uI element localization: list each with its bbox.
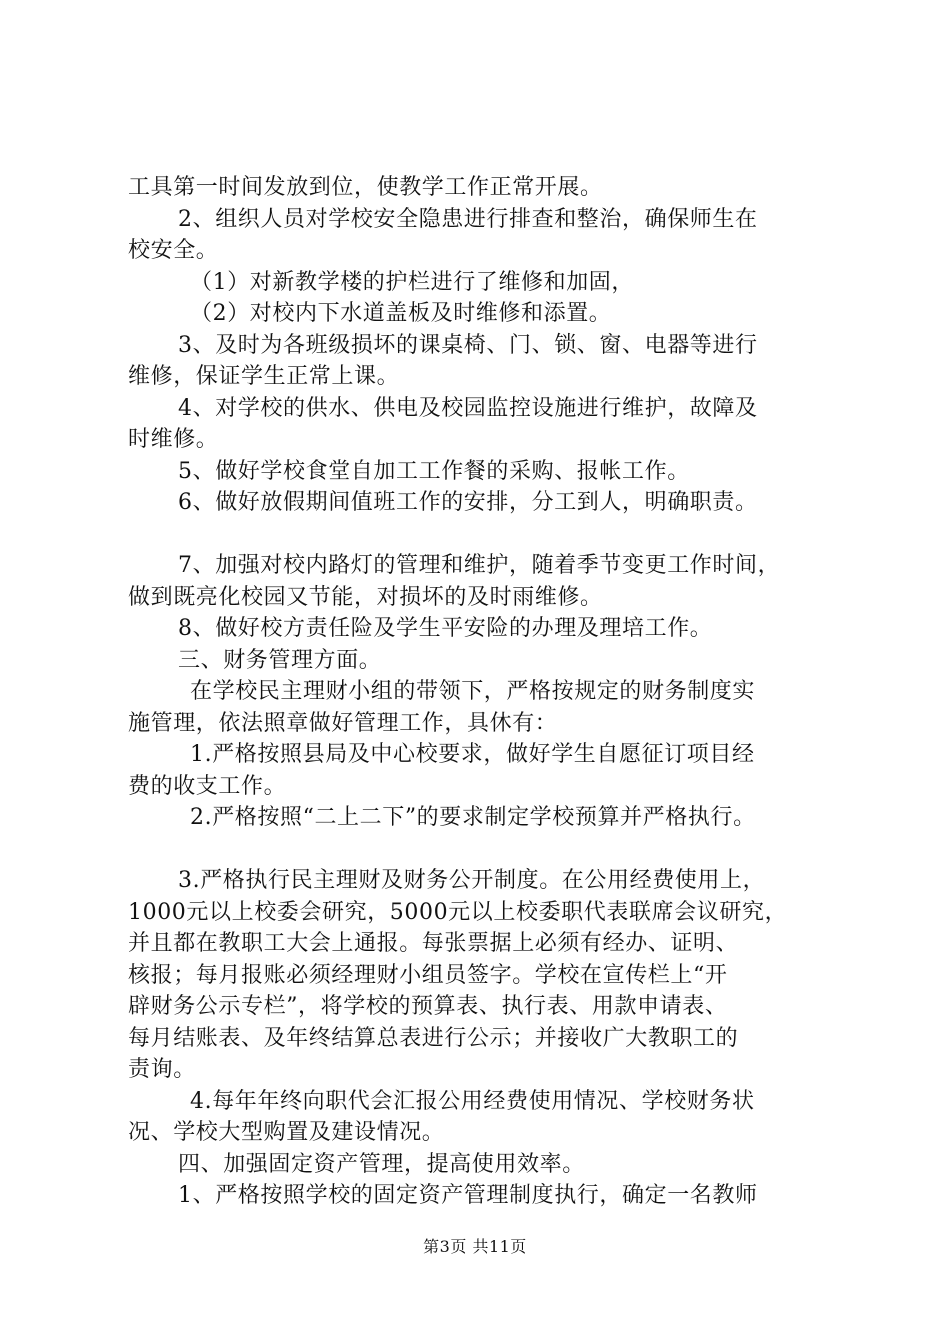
text-line: （1）对新教学楼的护栏进行了维修和加固， bbox=[190, 269, 634, 295]
text-line: 3.严格执行民主理财及财务公开制度。在公用经费使用上， bbox=[178, 868, 766, 893]
text-line: 在学校民主理财小组的带领下，严格按规定的财务制度实 bbox=[190, 679, 756, 704]
text-line: 况、学校大型购置及建设情况。 bbox=[128, 1120, 445, 1145]
text-line: 辟财务公示专栏”，将学校的预算表、执行表、用款申请表、 bbox=[128, 994, 728, 1019]
text-line: 8、做好校方责任险及学生平安险的办理及理培工作。 bbox=[178, 616, 713, 641]
text-line: 4.每年年终向职代会汇报公用经费使用情况、学校财务状 bbox=[190, 1088, 755, 1114]
blank-line bbox=[128, 834, 838, 866]
text-line: 3、及时为各班级损坏的课桌椅、门、锁、窗、电器等进行 bbox=[178, 332, 758, 358]
text-line: 三、财务管理方面。 bbox=[178, 647, 382, 673]
text-line: 每月结账表、及年终结算总表进行公示；并接收广大教职工的 bbox=[128, 1025, 739, 1051]
text-line: 维修，保证学生正常上课。 bbox=[128, 364, 400, 389]
text-line: 四、加强固定资产管理，提高使用效率。 bbox=[178, 1151, 585, 1177]
page-footer: 第3页 共11页 bbox=[423, 1237, 527, 1256]
text-line: 施管理，依法照章做好管理工作，具休有： bbox=[128, 710, 558, 736]
text-line: 费的收支工作。 bbox=[128, 773, 287, 799]
text-line: 校安全。 bbox=[128, 238, 219, 263]
text-line: 1.严格按照县局及中心校要求，做好学生自愿征订项目经 bbox=[190, 742, 755, 767]
text-line: 1000元以上校委会研究，5000元以上校委职代表联席会议研究， bbox=[128, 899, 788, 925]
text-line: 2、组织人员对学校安全隐患进行排查和整治，确保师生在 bbox=[178, 206, 758, 232]
text-line: 做到既亮化校园又节能，对损坏的及时雨维修。 bbox=[128, 584, 603, 610]
text-line: 7、加强对校内路灯的管理和维护，随着季节变更工作时间， bbox=[178, 553, 781, 578]
text-line: 时维修。 bbox=[128, 427, 219, 452]
text-line: 5、做好学校食堂自加工工作餐的采购、报帐工作。 bbox=[178, 458, 690, 484]
text-line: （2）对校内下水道盖板及时维修和添置。 bbox=[190, 301, 612, 326]
body-text bbox=[128, 172, 838, 1212]
text-line: 工具第一时间发放到位，使教学工作正常开展。 bbox=[128, 175, 603, 200]
text-line: 4、对学校的供水、供电及校园监控设施进行维护，故障及 bbox=[178, 395, 758, 421]
text-line: 6、做好放假期间值班工作的安排，分工到人，明确职责。 bbox=[178, 490, 758, 515]
text-line: 2.严格按照“二上二下”的要求制定学校预算并严格执行。 bbox=[190, 805, 756, 830]
text-line: 1、严格按照学校的固定资产管理制度执行，确定一名教师 bbox=[178, 1183, 758, 1208]
text-line: 并且都在教职工大会上通报。每张票据上必须有经办、证明、 bbox=[128, 931, 739, 956]
blank-line bbox=[128, 519, 838, 551]
text-line: 责询。 bbox=[128, 1057, 196, 1082]
text-line: 核报；每月报账必须经理财小组员签字。学校在宣传栏上“开 bbox=[128, 962, 728, 988]
